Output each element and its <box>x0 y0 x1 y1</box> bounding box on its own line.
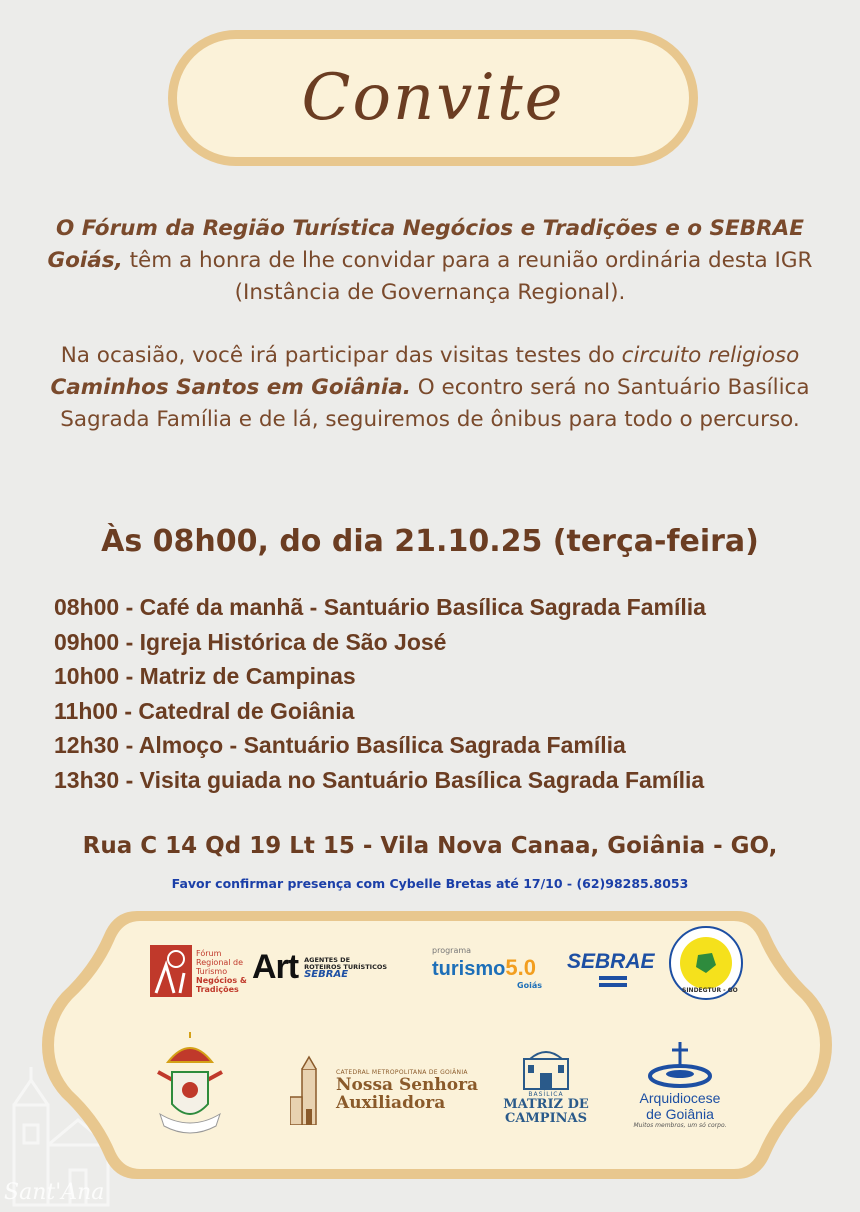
forum-line: Turismo <box>196 966 228 976</box>
matriz-line: CAMPINAS <box>504 1111 588 1126</box>
catedral-line: Nossa Senhora <box>336 1074 479 1095</box>
rsvp-note: Favor confirmar presença com Cybelle Bretas até 17/10 - (62)98285.8053 <box>171 876 689 891</box>
schedule-list <box>54 590 706 798</box>
matriz-line: MATRIZ DE <box>503 1097 589 1112</box>
schedule-item: 08h00 - Café da manhã - Santuário Basílica Sagrada Família <box>54 594 706 620</box>
intro-organizers: O Fórum da Região Turística Negócios e Tradições e o SEBRAE Goiás, <box>47 216 804 273</box>
turismo-50-logo <box>432 946 542 990</box>
art-sebrae: SEBRAE <box>304 969 349 980</box>
art-line: AGENTES DE <box>304 956 351 964</box>
sebrae-stripes-icon <box>581 974 641 990</box>
arquidiocese-line: Arquidiocese <box>639 1090 721 1106</box>
circuit-name: Caminhos Santos em Goiânia. <box>50 375 411 400</box>
forum-line: Regional de <box>196 957 244 967</box>
arquidiocese-motto: Muitos membros, um só corpo. <box>633 1122 727 1129</box>
forum-line: Tradições <box>196 984 239 994</box>
coat-of-arms-icon <box>150 1032 230 1144</box>
basilica-icon <box>516 1045 576 1091</box>
sindegtur-logo <box>668 925 744 1001</box>
matriz-small: BASÍLICA <box>528 1091 564 1098</box>
schedule-item: 11h00 - Catedral de Goiânia <box>54 697 355 724</box>
occasion-text-2: O econtro será no Santuário Basílica Sagrada Família e de lá, seguiremos de ônibus para todo o percurso. <box>60 375 810 432</box>
occasion-text-1: Na ocasião, você irá participar das visitas testes do <box>60 343 622 368</box>
catedral-small: CATEDRAL METROPOLITANA DE GOIÂNIA <box>336 1068 468 1076</box>
schedule-item: 09h00 - Igreja Histórica de São José <box>54 628 447 655</box>
page-title: Convite <box>301 61 565 135</box>
schedule-item: 10h00 - Matriz de Campinas <box>54 663 356 690</box>
intro-text: têm a honra de lhe convidar para a reunião ordinária desta IGR (Instância de Governança Regional). <box>122 248 813 305</box>
art-logo-mark: Art <box>252 948 299 986</box>
title-banner <box>168 30 698 166</box>
sebrae-wordmark: SEBRAE <box>567 950 655 973</box>
arquidiocese-logo <box>630 1040 730 1129</box>
sindegtur-label: SINDEGTUR - GO <box>682 987 738 994</box>
arquidiocese-line: de Goiânia <box>646 1106 714 1122</box>
schedule-item: 12h30 - Almoço - Santuário Basílica Sagrada Família <box>54 732 626 759</box>
matriz-campinas-logo <box>500 1045 592 1126</box>
cathedral-icon <box>290 1055 328 1125</box>
cross-icon <box>645 1040 715 1090</box>
goias-label: Goiás <box>517 981 542 990</box>
watermark-text: Sant'Ana <box>4 1180 105 1205</box>
event-date: Às 08h00, do dia 21.10.25 (terça-feira) <box>101 524 759 559</box>
version-label: 5.0 <box>505 955 536 980</box>
turismo-label: turismo <box>432 958 506 980</box>
diocese-coat-of-arms <box>150 1032 230 1144</box>
occasion-paragraph <box>40 340 820 436</box>
intro-paragraph <box>40 213 820 309</box>
forum-emblem-icon <box>150 945 192 997</box>
schedule-item: 13h30 - Visita guiada no Santuário Basílica Sagrada Família <box>54 766 705 793</box>
forum-line: Negócios & <box>196 975 247 985</box>
sebrae-logo <box>567 950 655 990</box>
programa-label: programa <box>432 946 472 955</box>
forum-logo <box>150 945 247 997</box>
art-line: ROTEIROS TURÍSTICOS <box>304 963 388 971</box>
event-address: Rua C 14 Qd 19 Lt 15 - Vila Nova Canaa, Goiânia - GO, <box>82 833 778 859</box>
art-logo <box>252 948 387 987</box>
catedral-line: Auxiliadora <box>336 1092 446 1113</box>
catedral-logo <box>290 1055 478 1125</box>
occasion-italic: circuito religioso <box>621 343 800 368</box>
forum-line: Fórum <box>196 948 222 958</box>
